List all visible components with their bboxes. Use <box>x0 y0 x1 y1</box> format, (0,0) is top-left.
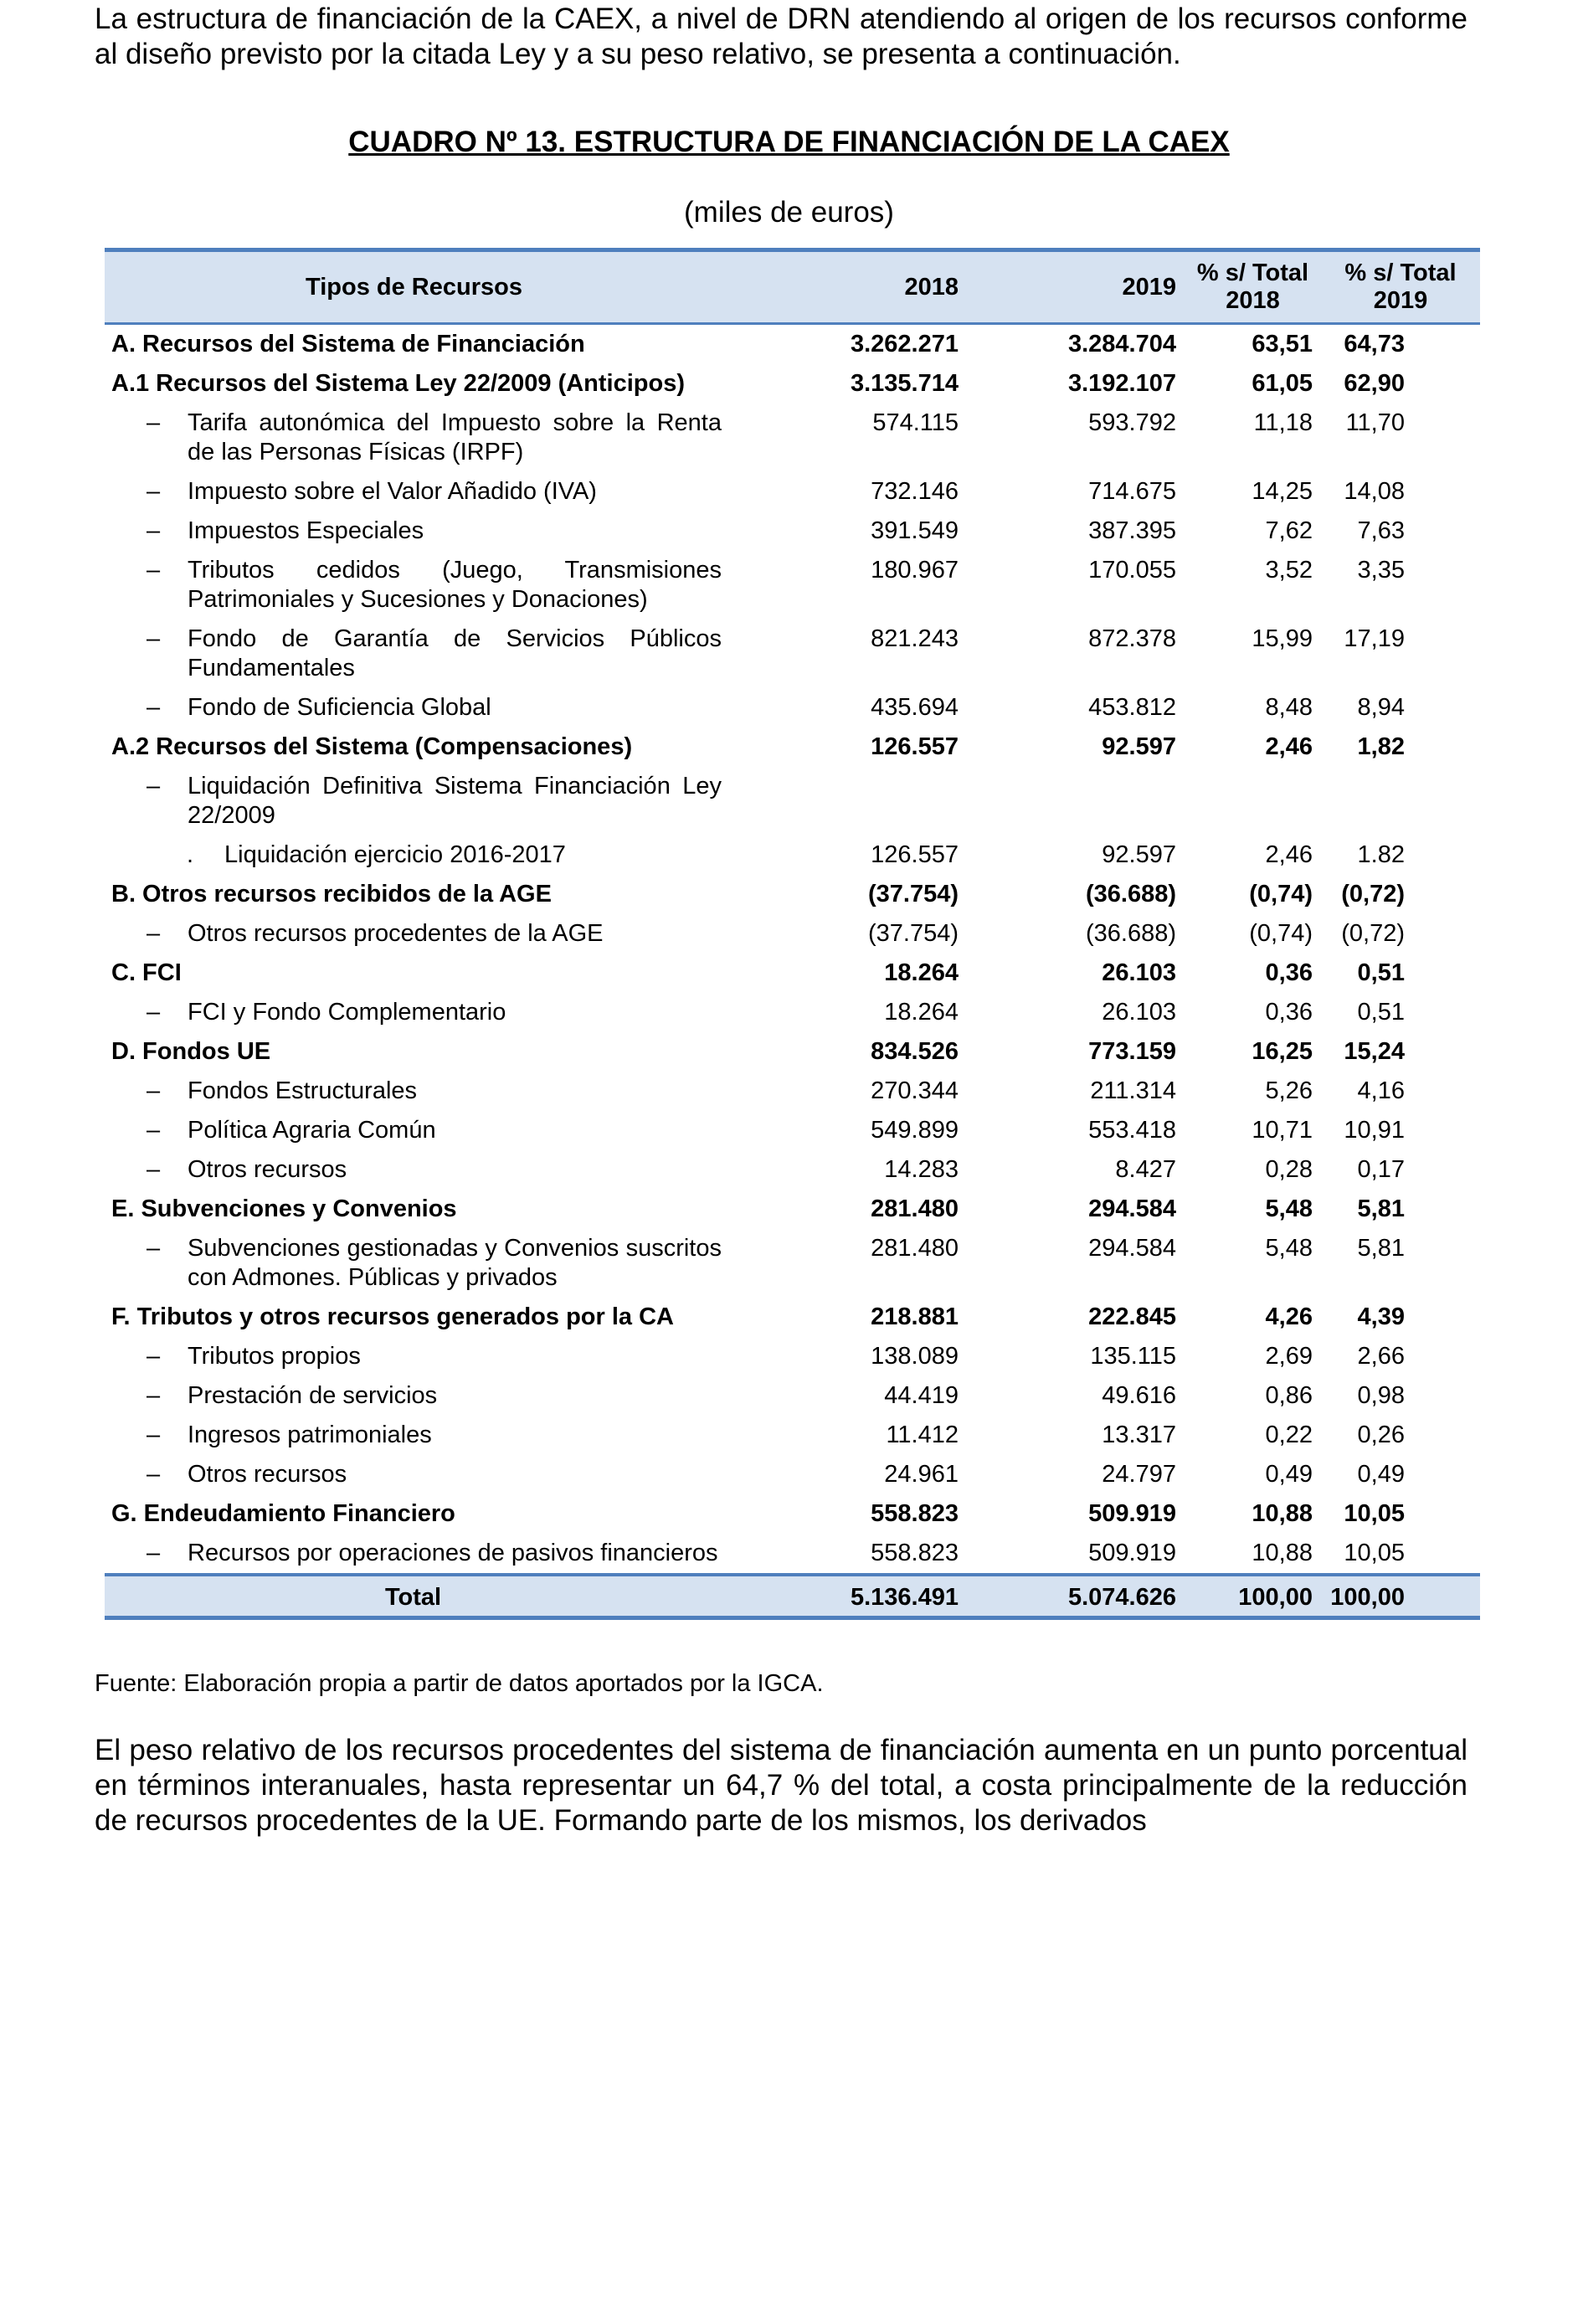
pct-2019: 10,05 <box>1344 1540 1405 1566</box>
table-row <box>105 875 1480 914</box>
dash-bullet: – <box>146 694 161 721</box>
row-label: E. Subvenciones y Convenios <box>111 1195 457 1222</box>
row-label: Tributos cedidos (Juego, Transmisiones Patrimoniales y Sucesiones y Donaciones) <box>188 557 722 613</box>
pct-2019: 4,39 <box>1357 1303 1405 1330</box>
financing-structure-table <box>105 248 1480 1620</box>
value-2019: 3.284.704 <box>1067 331 1176 357</box>
row-label: Otros recursos <box>188 1156 347 1183</box>
pct-2018: 3,52 <box>1265 557 1313 584</box>
value-2019 <box>967 767 1185 836</box>
pct-2018: 10,88 <box>1252 1500 1313 1527</box>
pct-2018: 2,46 <box>1265 733 1313 760</box>
value-2019: 222.845 <box>1088 1303 1176 1330</box>
header-tipos: Tipos de Recursos <box>105 250 728 324</box>
table-row <box>105 472 1480 512</box>
pct-2018: 4,26 <box>1265 1303 1313 1330</box>
dot-bullet: . <box>187 841 194 868</box>
pct-2019: 7,63 <box>1357 517 1405 544</box>
table-row <box>105 404 1480 472</box>
pct-2019 <box>1321 767 1480 836</box>
header-pct-2019: % s/ Total 2019 <box>1321 250 1480 324</box>
value-2018: (37.754) <box>867 920 959 947</box>
pct-2019: (0,72) <box>1341 881 1405 907</box>
dash-bullet: – <box>146 1156 161 1183</box>
row-label: Recursos por operaciones de pasivos financieros <box>188 1540 718 1566</box>
total-row <box>105 1575 1480 1618</box>
pct-2019: 10,91 <box>1344 1117 1405 1144</box>
total-pct-2019: 100,00 <box>1321 1575 1480 1618</box>
pct-2019: 14,08 <box>1344 478 1405 505</box>
total-2019: 5.074.626 <box>967 1575 1185 1618</box>
value-2019: 872.378 <box>1088 625 1176 652</box>
pct-2018: 5,48 <box>1265 1235 1313 1262</box>
row-label: A.2 Recursos del Sistema (Compensaciones) <box>111 733 633 760</box>
pct-2018: 14,25 <box>1252 478 1313 505</box>
value-2018: 218.881 <box>871 1303 959 1330</box>
pct-2019: 0,17 <box>1357 1156 1405 1183</box>
value-2019: 593.792 <box>1088 409 1176 436</box>
dash-bullet: – <box>146 557 161 584</box>
table-header-row <box>105 250 1480 324</box>
pct-2018: 11,18 <box>1253 409 1313 436</box>
pct-2019: 0,49 <box>1357 1461 1405 1488</box>
table-row <box>105 767 1480 836</box>
value-2018: 138.089 <box>871 1343 959 1370</box>
table-row <box>105 1072 1480 1111</box>
value-2019: 294.584 <box>1088 1235 1176 1262</box>
row-label: Liquidación Definitiva Sistema Financiación Ley 22/2009 <box>188 773 722 829</box>
value-2019: 387.395 <box>1088 517 1176 544</box>
pct-2018: 10,88 <box>1252 1540 1313 1566</box>
value-2019: 509.919 <box>1088 1500 1176 1527</box>
total-pct-2018: 100,00 <box>1185 1575 1321 1618</box>
row-label: F. Tributos y otros recursos generados por la CA <box>111 1303 674 1330</box>
row-label: Otros recursos <box>188 1461 347 1488</box>
pct-2019: 17,19 <box>1344 625 1405 652</box>
table-title: CUADRO Nº 13. ESTRUCTURA DE FINANCIACIÓN DE LA CAEX <box>348 126 1230 158</box>
pct-2019: 3,35 <box>1357 557 1405 584</box>
value-2019: (36.688) <box>1085 920 1176 947</box>
value-2019: 773.159 <box>1088 1038 1176 1065</box>
value-2018: 732.146 <box>871 478 959 505</box>
pct-2018: 0,28 <box>1265 1156 1313 1183</box>
table-row <box>105 993 1480 1032</box>
value-2019: 170.055 <box>1088 557 1176 584</box>
value-2018: 180.967 <box>871 557 959 584</box>
value-2018: 44.419 <box>884 1382 959 1409</box>
dash-bullet: – <box>146 1235 161 1262</box>
value-2019: 8.427 <box>1115 1156 1176 1183</box>
pct-2018: 16,25 <box>1252 1038 1313 1065</box>
pct-2018: 15,99 <box>1252 625 1313 652</box>
pct-2018: 0,86 <box>1265 1382 1313 1409</box>
value-2019: 135.115 <box>1090 1343 1176 1370</box>
table-row <box>105 836 1480 875</box>
value-2018: 834.526 <box>871 1038 959 1065</box>
value-2019: 24.797 <box>1102 1461 1176 1488</box>
pct-2019: 62,90 <box>1344 370 1405 397</box>
row-label: Fondo de Suficiencia Global <box>188 694 491 721</box>
dash-bullet: – <box>146 1343 161 1370</box>
row-label: Subvenciones gestionadas y Convenios suscritos con Admones. Públicas y privados <box>188 1235 722 1291</box>
dash-bullet: – <box>146 920 161 947</box>
value-2019: 294.584 <box>1088 1195 1176 1222</box>
pct-2018: 8,48 <box>1265 694 1313 721</box>
value-2018 <box>728 767 967 836</box>
pct-2019: 64,73 <box>1344 331 1405 357</box>
table-row <box>105 1494 1480 1534</box>
row-label: D. Fondos UE <box>111 1038 271 1065</box>
pct-2018: 61,05 <box>1252 370 1313 397</box>
value-2018: 574.115 <box>872 409 959 436</box>
dash-bullet: – <box>146 409 161 436</box>
total-label: Total <box>105 1575 728 1618</box>
table-row <box>105 1376 1480 1416</box>
value-2018: 18.264 <box>884 999 959 1026</box>
row-label: FCI y Fondo Complementario <box>188 999 506 1026</box>
dash-bullet: – <box>146 1117 161 1144</box>
value-2019: 92.597 <box>1102 841 1176 868</box>
dash-bullet: – <box>146 773 161 800</box>
pct-2018: 0,49 <box>1265 1461 1313 1488</box>
value-2018: (37.754) <box>867 881 959 907</box>
pct-2018: (0,74) <box>1249 920 1313 947</box>
value-2019: (36.688) <box>1085 881 1176 907</box>
row-label: Otros recursos procedentes de la AGE <box>188 920 604 947</box>
pct-2019: 0,51 <box>1357 959 1405 986</box>
pct-2018: 2,69 <box>1265 1343 1313 1370</box>
pct-2019: 0,51 <box>1357 999 1405 1026</box>
value-2018: 391.549 <box>871 517 959 544</box>
pct-2018: 0,22 <box>1265 1422 1313 1448</box>
value-2019: 509.919 <box>1088 1540 1176 1566</box>
dash-bullet: – <box>146 1382 161 1409</box>
table-row <box>105 1150 1480 1190</box>
table-row <box>105 1534 1480 1575</box>
table-row <box>105 688 1480 728</box>
value-2019: 26.103 <box>1102 959 1176 986</box>
pct-2019: 10,05 <box>1344 1500 1405 1527</box>
pct-2019: 4,16 <box>1357 1077 1405 1104</box>
table-row <box>105 1455 1480 1494</box>
value-2018: 126.557 <box>871 841 959 868</box>
value-2018: 24.961 <box>884 1461 959 1488</box>
table-row <box>105 914 1480 954</box>
pct-2018: 2,46 <box>1265 841 1313 868</box>
pct-2018: 5,26 <box>1265 1077 1313 1104</box>
dash-bullet: – <box>146 1422 161 1448</box>
value-2018: 549.899 <box>871 1117 959 1144</box>
value-2019: 26.103 <box>1102 999 1176 1026</box>
table-row <box>105 551 1480 620</box>
value-2018: 281.480 <box>871 1235 959 1262</box>
row-label: Política Agraria Común <box>188 1117 436 1144</box>
value-2018: 3.262.271 <box>850 331 959 357</box>
row-label: Fondos Estructurales <box>188 1077 418 1104</box>
row-label: Ingresos patrimoniales <box>188 1422 432 1448</box>
value-2018: 3.135.714 <box>850 370 959 397</box>
dash-bullet: – <box>146 1077 161 1104</box>
row-label: Fondo de Garantía de Servicios Públicos Fundamentales <box>188 625 722 681</box>
dash-bullet: – <box>146 999 161 1026</box>
value-2018: 558.823 <box>871 1500 959 1527</box>
row-label: Impuestos Especiales <box>188 517 424 544</box>
value-2019: 3.192.107 <box>1067 370 1176 397</box>
row-label: G. Endeudamiento Financiero <box>111 1500 455 1527</box>
value-2018: 821.243 <box>871 625 959 652</box>
table-row <box>105 512 1480 551</box>
value-2018: 281.480 <box>871 1195 959 1222</box>
table-row <box>105 1032 1480 1072</box>
value-2018: 14.283 <box>884 1156 959 1183</box>
table-row <box>105 364 1480 404</box>
row-label: Prestación de servicios <box>188 1382 438 1409</box>
value-2018: 11.412 <box>886 1422 959 1448</box>
value-2019: 714.675 <box>1088 478 1176 505</box>
pct-2019: 1.82 <box>1357 841 1405 868</box>
pct-2019: (0,72) <box>1341 920 1405 947</box>
row-label: A. Recursos del Sistema de Financiación <box>111 331 585 357</box>
value-2018: 435.694 <box>871 694 959 721</box>
pct-2019: 0,26 <box>1357 1422 1405 1448</box>
value-2018: 18.264 <box>884 959 959 986</box>
pct-2019: 5,81 <box>1357 1235 1405 1262</box>
pct-2019: 0,98 <box>1357 1382 1405 1409</box>
table-row <box>105 728 1480 767</box>
pct-2019: 11,70 <box>1345 409 1405 436</box>
pct-2018: (0,74) <box>1249 881 1313 907</box>
pct-2018: 7,62 <box>1265 517 1313 544</box>
pct-2018: 5,48 <box>1265 1195 1313 1222</box>
dash-bullet: – <box>146 625 161 652</box>
value-2019: 49.616 <box>1102 1382 1176 1409</box>
table-row <box>105 1298 1480 1337</box>
pct-2018: 0,36 <box>1265 959 1313 986</box>
dash-bullet: – <box>146 517 161 544</box>
row-label: Liquidación ejercicio 2016-2017 <box>224 841 566 868</box>
table-row <box>105 620 1480 688</box>
row-label: B. Otros recursos recibidos de la AGE <box>111 881 552 907</box>
row-label: C. FCI <box>111 959 182 986</box>
header-pct-2018: % s/ Total 2018 <box>1185 250 1321 324</box>
pct-2019: 8,94 <box>1357 694 1405 721</box>
value-2019: 92.597 <box>1102 733 1176 760</box>
total-2018: 5.136.491 <box>728 1575 967 1618</box>
row-label: Tarifa autonómica del Impuesto sobre la Renta de las Personas Físicas (IRPF) <box>188 409 722 465</box>
outro-paragraph: El peso relativo de los recursos procedentes del sistema de financiación aumenta en un punto porcentual en términos interanuales, hasta representar un 64,7 % del total, a costa principalmente de la reducción de recursos procedentes de la UE. Formando parte de los mismos, los derivados <box>95 1734 1467 1837</box>
dash-bullet: – <box>146 478 161 505</box>
table-row <box>105 1416 1480 1455</box>
dash-bullet: – <box>146 1461 161 1488</box>
pct-2019: 1,82 <box>1357 733 1405 760</box>
pct-2018: 10,71 <box>1252 1117 1313 1144</box>
table-row <box>105 1190 1480 1229</box>
value-2019: 453.812 <box>1088 694 1176 721</box>
row-label: Tributos propios <box>188 1343 361 1370</box>
pct-2018: 0,36 <box>1265 999 1313 1026</box>
value-2019: 553.418 <box>1088 1117 1176 1144</box>
table-row <box>105 1111 1480 1150</box>
table-row <box>105 954 1480 993</box>
dash-bullet: – <box>146 1540 161 1566</box>
table-row <box>105 1337 1480 1376</box>
value-2018: 126.557 <box>871 733 959 760</box>
value-2018: 558.823 <box>871 1540 959 1566</box>
intro-paragraph: La estructura de financiación de la CAEX, a nivel de DRN atendiendo al origen de los recursos conforme al diseño previsto por la citada Ley y a su peso relativo, se presenta a continuación. <box>95 3 1467 70</box>
row-label: Impuesto sobre el Valor Añadido (IVA) <box>188 478 597 505</box>
table-units: (miles de euros) <box>684 196 894 229</box>
value-2018: 270.344 <box>871 1077 959 1104</box>
source-note: Fuente: Elaboración propia a partir de datos aportados por la IGCA. <box>95 1670 824 1697</box>
pct-2019: 15,24 <box>1344 1038 1405 1065</box>
row-label: A.1 Recursos del Sistema Ley 22/2009 (Anticipos) <box>111 370 685 397</box>
table-row <box>105 1229 1480 1298</box>
header-2018: 2018 <box>728 250 967 324</box>
pct-2018: 63,51 <box>1252 331 1313 357</box>
pct-2019: 2,66 <box>1357 1343 1405 1370</box>
value-2019: 211.314 <box>1090 1077 1176 1104</box>
header-2019: 2019 <box>967 250 1185 324</box>
pct-2019: 5,81 <box>1357 1195 1405 1222</box>
pct-2018 <box>1185 767 1321 836</box>
table-row <box>105 324 1480 365</box>
value-2019: 13.317 <box>1102 1422 1176 1448</box>
